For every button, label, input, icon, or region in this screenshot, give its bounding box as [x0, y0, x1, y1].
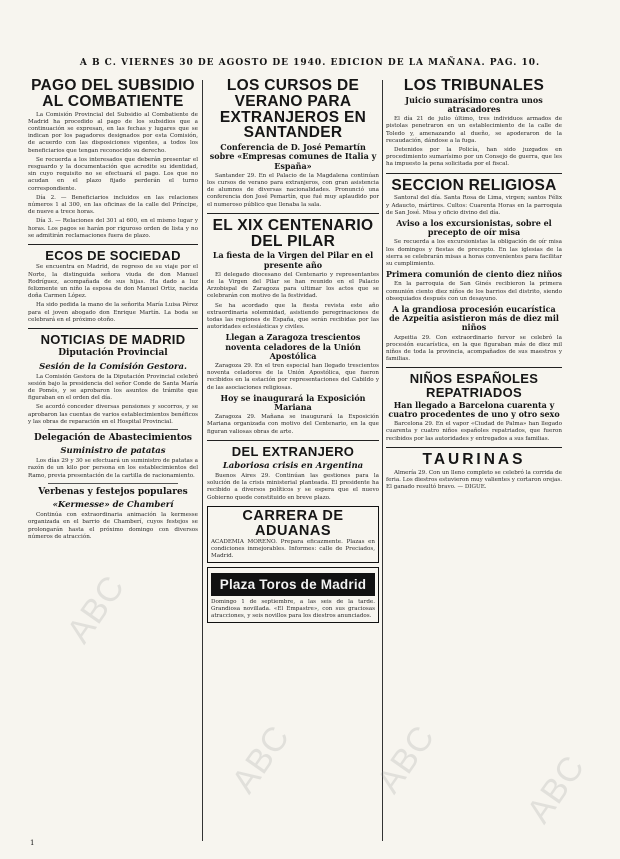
section-rule	[386, 173, 562, 174]
article-paragraph: Se ha acordado que la fiesta revista este año extraordinaria solemnidad, asistiendo peregrinaciones de todas las regiones de España, que serán recibidas por las autoridades eclesiásticas y civiles.	[207, 302, 379, 331]
article-paragraph: Se recuerda a los interesados que deberán presentar el resguardo y la documentación que acredite su identidad, sin cuyo requisito no se efectuará el pago. Los que no acudan en el plazo fijado perderán el turno correspondiente.	[28, 156, 198, 192]
watermark-logo: ABC	[224, 718, 298, 800]
subsidio-headline: PAGO DEL SUBSIDIO AL COMBATIENTE	[31, 78, 195, 110]
comunion-subhead: Primera comunión de ciento diez niños	[386, 269, 562, 280]
chamberi-subhead: «Kermesse» de Chamberí	[52, 500, 174, 511]
watermark-logo: ABC	[369, 718, 443, 800]
sociedad-headline: ECOS DE SOCIEDAD	[45, 248, 181, 264]
article-paragraph: Ha sido pedida la mano de la señorita María Luisa Pérez para el joven abogado don Enrique Martín. La boda se celebrará en el próximo otoño.	[28, 302, 198, 323]
tribunales-headline: LOS TRIBUNALES	[403, 78, 545, 94]
article-paragraph: Día 2. — Beneficiarios incluidos en las relaciones números 1 al 300, en las oficinas de la calle del Príncipe, de nueve a trece horas.	[28, 194, 198, 216]
extranjero-headline: DEL EXTRANJERO	[231, 443, 355, 459]
article-paragraph: En la parroquia de San Ginés recibieron la primera comunión ciento diez niños de los barrios del distrito, siendo obsequiados después con un desayuno.	[386, 281, 562, 302]
article-paragraph: Se recuerda a los excursionistas la obligación de oír misa los domingos y fiestas de precepto. En las iglesias de la sierra se celebrarán misas a horas convenientes para facilitar su cumplimiento.	[386, 239, 562, 267]
ad-carrera-title: CARRERA DE ADUANAS	[242, 507, 344, 539]
section-rule	[386, 447, 562, 448]
cursos-subhead: Conferencia de D. José Pemartín sobre «Empresas comunes de Italia y España»	[209, 142, 377, 171]
article-paragraph: La Comisión Provincial del Subsidio al Combatiente de Madrid ha procedido al pago de los subsidios que a continuación se expresan, en las fechas y lugares que se indican por los pagadores designados por esta Comisión, de acuerdo con las disposiciones vigentes, a todos los beneficiarios que tengan reconocido su derecho.	[28, 111, 198, 154]
ad-plaza-text: Domingo 1 de septiembre, a las seis de la tarde. Grandiosa novillada. «El Empastre», con sus graciosas atracciones, y seis novillos para los diestros anunciados.	[211, 599, 375, 620]
section-rule	[386, 367, 562, 368]
article-paragraph: Día 3. — Relaciones del 301 al 600, en el mismo lugar y horas. Los pagos se harán por riguroso orden de lista y no se admitirán reclamaciones fuera de plazo.	[28, 218, 198, 239]
article-paragraph: Se acordó conceder diversas pensiones y socorros, y se aprobaron las cuentas de varios establecimientos benéficos y las obras de reparación en el Hospital Provincial.	[28, 404, 198, 425]
column-rule-1	[202, 80, 203, 841]
exposicion-subhead: Hoy se inaugurará la Exposición Mariana	[220, 392, 366, 412]
argentina-subhead: Laboriosa crisis en Argentina	[222, 460, 364, 471]
diputacion-subhead: Diputación Provincial	[58, 348, 168, 359]
taurinas-headline: TAURINAS	[422, 450, 526, 468]
column-1	[28, 78, 198, 845]
excursionistas-subhead: Aviso a los excursionistas, sobre el precepto de oír misa	[396, 218, 552, 238]
divider	[48, 429, 178, 430]
article-paragraph: Zaragoza 29. Mañana se inaugurará la Exposición Mariana organizada con motivo del Centenario, en la que figuran valiosas obras de arte.	[207, 414, 379, 435]
abastecimientos-subhead: Delegación de Abastecimientos	[34, 432, 192, 443]
column-rule-2	[382, 80, 383, 841]
article-paragraph: El delegado diocesano del Centenario y representantes de la Virgen del Pilar se han reunido en el Palacio Arzobispal de Zaragoza para ultimar los actos que se celebrarán con motivo de la festividad.	[207, 271, 379, 300]
watermark-logo: ABC	[59, 568, 133, 650]
article-paragraph: Barcelona 29. En el vapor «Ciudad de Palma» han llegado cuarenta y cuatro niños españoles repatriados, que fueron recibidos por las autoridades y entregados a sus familias.	[386, 421, 562, 442]
article-paragraph: Azpeitia 29. Con extraordinario fervor se celebró la procesión eucarística, en la que figuraban más de diez mil niños de toda la provincia, acompañados de sus maestros y familias.	[386, 334, 562, 363]
article-paragraph: Buenos Aires 29. Continúan las gestiones para la solución de la crisis ministerial planteada. El presidente ha recibido a diversos políticos y se espera que el nuevo Gobierno quede constituido en breve plazo.	[207, 472, 379, 501]
sesion-subhead: Sesión de la Comisión Gestora.	[39, 361, 187, 372]
section-rule	[207, 440, 379, 441]
ad-carrera-text: ACADEMIA MORENO. Prepara eficazmente. Plazas en condiciones inmejorables. Informes: calle de Preciados, Madrid.	[211, 539, 375, 560]
verbenas-subhead: Verbenas y festejos populares	[38, 486, 188, 497]
cursos-headline: LOS CURSOS DE VERANO PARA EXTRANJEROS EN SANTANDER	[219, 78, 367, 142]
ad-plaza-title: Plaza Toros de Madrid	[211, 573, 375, 596]
section-rule	[28, 244, 198, 245]
ninos-subhead: Han llegado a Barcelona cuarenta y cuatro procedentes de uno y otro sexo	[388, 399, 560, 420]
article-paragraph: Continúa con extraordinaria animación la kermesse organizada en el barrio de Chamberí, cuyos festejos se prolongarán hasta el próximo domingo con diversos números de atracción.	[28, 512, 198, 540]
page-header: A B C. VIERNES 30 DE AGOSTO DE 1940. EDICION DE LA MAÑANA. PAG. 10.	[79, 58, 541, 68]
article-paragraph: Se encuentra en Madrid, de regreso de su viaje por el Norte, la distinguida señora viuda de don Manuel Rodríguez, acompañada de sus hijas. Ha dado a luz felizmente un niño la esposa de don Manuel Ortiz, nacida doña Carmen López.	[28, 264, 198, 300]
article-paragraph: Los días 29 y 30 se efectuará un suministro de patatas a razón de un kilo por persona en los establecimientos del Ramo, previa presentación de la cartilla de racionamiento.	[28, 458, 198, 479]
ad-plaza-toros[interactable]	[207, 567, 379, 623]
article-paragraph: Almería 29. Con un lleno completo se celebró la corrida de feria. Los diestros estuvieron muy valientes y cortaron orejas. El ganado resultó bravo. — DIGUE.	[386, 469, 562, 491]
article-paragraph: Detenidos por la Policía, han sido juzgados en procedimiento sumarísimo por un Consejo de guerra, que les ha impuesto la pena solicitada por el fiscal.	[386, 146, 562, 168]
section-rule	[28, 328, 198, 329]
ad-carrera-aduanas[interactable]	[207, 506, 379, 563]
watermark-logo: ABC	[519, 748, 593, 830]
article-paragraph: La Comisión Gestora de la Diputación Provincial celebró sesión bajo la presidencia del señor Conde de Santa María de Pomés, y se aprobaron los asuntos de trámite que figuraban en el orden del día.	[28, 373, 198, 402]
ninos-headline: NIÑOS ESPAÑOLES REPATRIADOS	[409, 371, 539, 400]
page-mark: 1	[30, 839, 35, 847]
llegan-subhead: Llegan a Zaragoza trescientos noventa celadores de la Unión Apostólica	[225, 332, 361, 361]
section-rule	[207, 213, 379, 214]
pilar-headline: EL XIX CENTENARIO DEL PILAR	[212, 216, 374, 250]
procesion-subhead: A la grandiosa procesión eucarística de Azpeitia asistieron más de diez mil niños	[389, 303, 559, 333]
patatas-subhead: Suministro de patatas	[60, 446, 166, 457]
column-2	[207, 78, 379, 845]
article-paragraph: Santander 29. En el Palacio de la Magdalena continúan los cursos de verano para extranjeros, con gran asistencia de alumnos de diversas nacionalidades. Pronunció una conferencia don José Pemartín, que fué muy aplaudido por el numeroso público que llenaba la sala.	[207, 172, 379, 208]
divider	[48, 483, 178, 484]
article-paragraph: Zaragoza 29. En el tren especial han llegado trescientos noventa celadores de la Unión Apostólica, que fueron recibidos en la estación por representaciones del Cabildo y de las asociaciones religiosas.	[207, 362, 379, 391]
article-paragraph: El día 21 de julio último, tres individuos armados de pistolas penetraron en un establecimiento de la calle de Toledo y, amenazando al dueño, se apoderaron de la recaudación, dándose a la fuga.	[386, 116, 562, 144]
tribunales-subhead: Juicio sumarísimo contra unos atracadores	[405, 94, 543, 114]
pilar-subhead: La fiesta de la Virgen del Pilar en el presente año	[212, 250, 374, 270]
religiosa-headline: SECCION RELIGIOSA	[391, 176, 557, 194]
article-paragraph: Santoral del día. Santa Rosa de Lima, virgen; santos Félix y Adaucto, mártires. Cultos: Cuarenta Horas en la parroquia de San José. Misa y oficio divino del día.	[386, 195, 562, 216]
noticias-headline: NOTICIAS DE MADRID	[40, 331, 186, 347]
